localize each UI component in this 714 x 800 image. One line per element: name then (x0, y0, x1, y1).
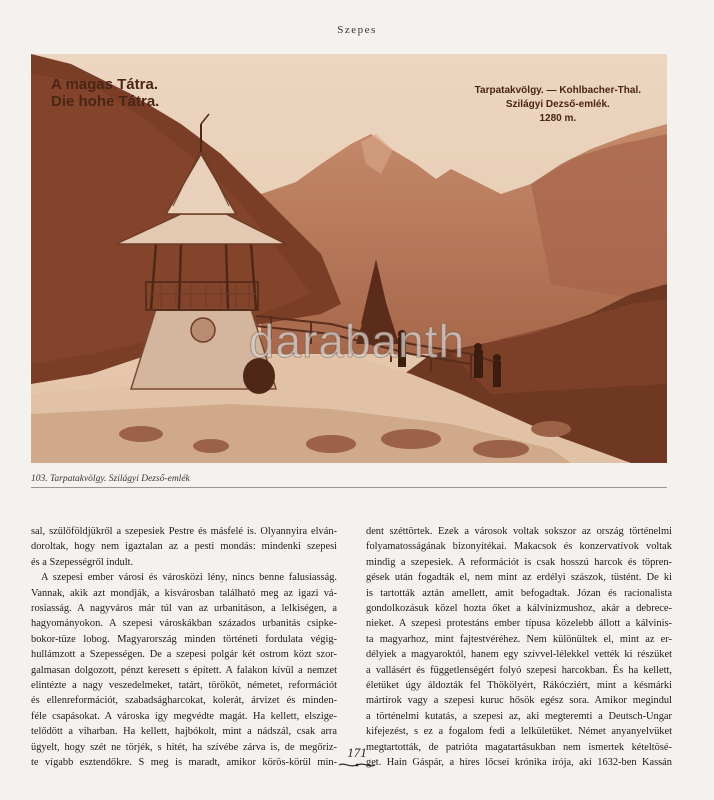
text-line: a történelmi kutatás, a szepesi az, aki megteremti a Deutsch-Ungar (366, 710, 672, 722)
postcard-monument: Szilágyi Dezső-emlék. (505, 99, 610, 110)
text-line: rosiasság. A nagyváros már túl van az urbanitáson, a lelkiségen, a (31, 603, 337, 615)
text-line: mindig a szepesiek. A reformációt is csak hosszú harcok és töpren- (366, 556, 672, 568)
text-line: és a Szepességről indult. (31, 556, 134, 568)
watermark: darabanth (248, 315, 466, 367)
text-line: sal, szülőföldjükről a szepesiek Pestre és másfelé is. Olyannyira elván- (31, 526, 337, 537)
text-line: dent széttörtek. Ezek a városok voltak sokszor az ország történelmi (366, 526, 672, 537)
text-line: életüket úgy áldozták fel Thökölyért, Rákócziért, mint a késmárki (366, 680, 672, 692)
running-title: Szepes (337, 24, 377, 36)
postcard-altitude: 1280 m. (539, 113, 577, 124)
left-text-column (31, 524, 337, 771)
text-line: Vannak, akik azt mondják, a kisvárosban található meg az igazi vá- (31, 587, 337, 599)
text-line: a vallásért és függetlenségért folyó szepesi harcokban. És ha kellett, (366, 664, 672, 676)
ornament-icon (337, 762, 377, 768)
text-line: kifejezést, s ez a fogalom fedi a lelkületüket. Német anyanyelvüket (366, 726, 672, 738)
text-line: megtartották, de patrióta magatartásukban nem ismertek kételtösé- (366, 741, 672, 753)
figure-caption: 103. Tarpatakvölgy. Szilágyi Dezső-emlék (31, 474, 190, 484)
text-line: get. Hain Gáspár, a híres lőcsei krónika írója, aki 1632-ben Kassán (366, 757, 672, 769)
text-line: bokor-tüze lobog. Magyarország minden történeti fordulata végig- (31, 633, 337, 645)
postcard-title-hungarian: A magas Tátra. (51, 76, 158, 93)
right-text-column (366, 524, 672, 771)
text-line: folyamatosságának bizonyítékai. Makacsok és konzervatívok voltak (366, 541, 672, 553)
postcard-place: Tarpatakvölgy. — Kohlbacher-Thal. (474, 85, 641, 96)
text-line: doroltak, hogy nem igaztalan az a pesti mondás: mindenki szepesi (31, 541, 337, 553)
text-line: te vígabb esztendőkre. S meg is maradt, amikor körös-körül min- (31, 757, 337, 769)
text-line: hagyományokon. A szepesi városkákban százados urbanitás csipke- (31, 618, 337, 630)
text-line: ügyelt, hogy szét ne törjék, s hitét, ha szívébe zárva is, de megőriz- (31, 741, 337, 753)
text-line: délyiek a magyaroktól, hanem egy szívvel-lélekkel vették ki részüket (366, 649, 672, 661)
text-line: elintézte a nagy veszedelmeket, tatárt, törököt, németet, reformációt (31, 680, 337, 692)
postcard-title-german: Die hohe Tátra. (51, 93, 160, 110)
postcard-photo (31, 54, 667, 463)
text-line: gések után fogadták el, nem mint az erdélyi szászok, tüstént. De ki (366, 572, 672, 584)
text-line: mártírok vagy a szepesi kuruc hősök egész sora. Amikor megindul (366, 695, 672, 707)
text-line: A szepesi ember városi és városközi lény, nincs benne falusiasság. (41, 572, 337, 584)
postcard-title (51, 76, 159, 110)
text-line: telődött a viharban. Ha kellett, hajbókolt, mint a nádszál, csak arra (31, 726, 337, 738)
text-line: gondolkozásuk közel hozta őket a kálvinizmushoz, akár a debrece- (366, 603, 672, 615)
text-line: ta magyarhoz, mint fajtestvéréhez. Nem különültek el, mint az er- (366, 633, 672, 645)
text-line: hullámzott a Szepességen. De a szepesi polgár két ostrom közt szor- (31, 649, 337, 661)
text-line: is tartották aztán amellett, amit befogadtak. Józan és racionalista (366, 587, 672, 599)
page-number: 171 (347, 745, 367, 760)
postcard-location (475, 84, 641, 126)
text-line: nieket. A szepesi protestáns ember típusa közelebb állott a kálvinis- (366, 618, 672, 630)
text-line: féle csapásokat. A városka így megvédte magát. Ha kellett, elszige- (31, 710, 337, 722)
text-line: és ellenreformációt, szabadságharcokat, kolerát, árvizet és minden- (31, 695, 337, 707)
text-line: galmasan dolgozott, pénzt keresett s épített. A falakon kívül a nemzet (31, 664, 337, 676)
caption-divider (31, 487, 667, 488)
